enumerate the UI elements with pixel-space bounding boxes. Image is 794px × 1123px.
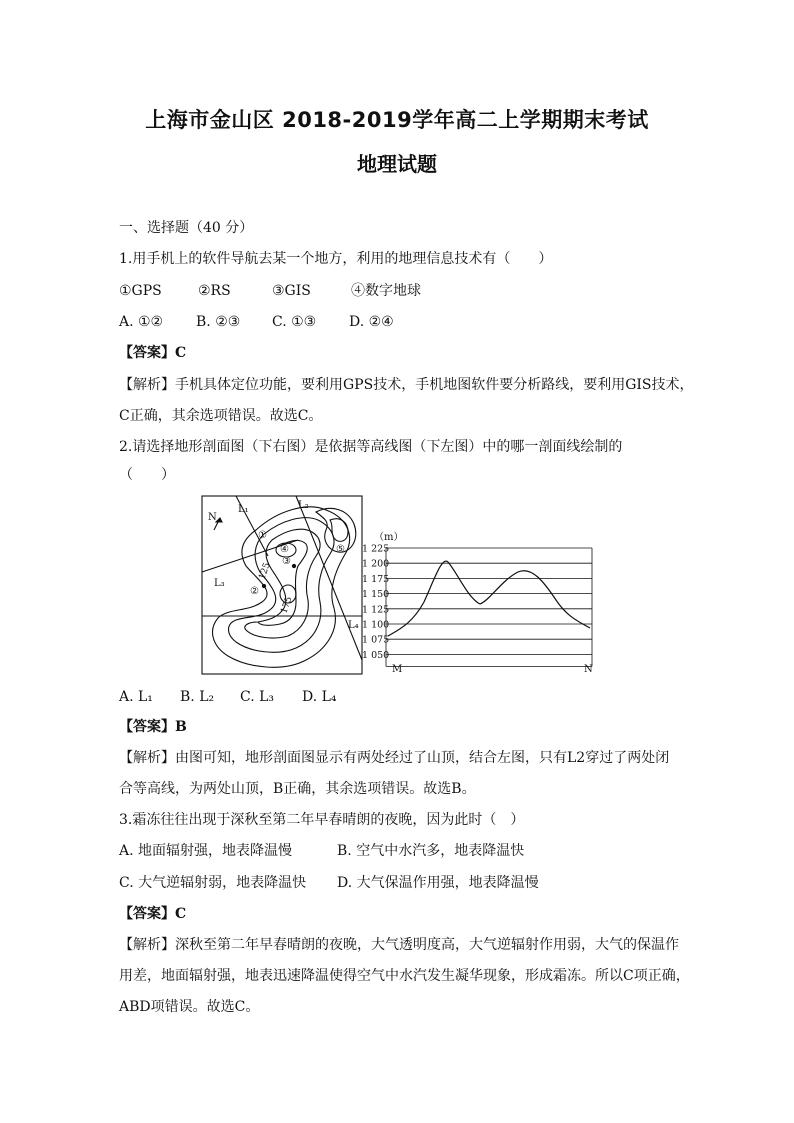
profile-curve: [388, 561, 590, 636]
label-l2: L₂: [298, 500, 309, 511]
q2-analysis-line2: 合等高线，为两处山顶，B正确，其余选项错误。故选B。: [119, 781, 476, 797]
point-dot-2: [262, 584, 265, 587]
profile-y-tick: 1 175: [362, 573, 390, 585]
profile-y-tick: 1 050: [362, 649, 390, 661]
q3-option-a: A. 地面辐射强，地表降温慢: [119, 843, 293, 859]
q1-analysis-line1: 【解析】手机具体定位功能，要利用GPS技术，手机地图软件要分析路线，要利用GIS技术，: [119, 377, 694, 393]
q2-option-d: D. L₄: [302, 689, 337, 705]
q3-option-c: C. 大气逆辐射弱，地表降温快: [119, 875, 307, 891]
q3-analysis-line3: ABD项错误。故选C。: [119, 999, 260, 1015]
q1-analysis-line2: C正确，其余选项错误。故选C。: [119, 408, 323, 424]
q3-answer: 【答案】C: [119, 906, 187, 922]
q1-option-b: B. ②③: [196, 314, 241, 330]
q2-option-b: B. L₂: [180, 689, 215, 705]
q1-item-2: ②RS: [198, 283, 231, 299]
q1-item-3: ③GIS: [272, 283, 311, 299]
point-4: ④: [280, 544, 289, 555]
profile-y-tick: 1 100: [362, 619, 390, 631]
point-3: ③: [282, 556, 291, 567]
q3-analysis-line1: 【解析】深秋至第二年早春晴朗的夜晚，大气透明度高，大气逆辐射作用弱，大气的保温作: [119, 937, 679, 953]
contour-label-125: 125: [257, 561, 273, 582]
profile-y-tick: 1 075: [362, 634, 390, 646]
contour-label-175: 175: [279, 595, 295, 616]
q2-stem-line1: 2.请选择地形剖面图（下右图）是依据等高线图（下左图）中的哪一剖面线绘制的: [119, 439, 623, 455]
point-dot-3: [292, 564, 295, 567]
contour-map: [202, 496, 362, 674]
contour-outer: [213, 507, 350, 667]
profile-x-end: N: [584, 664, 593, 675]
point-1: ①: [258, 530, 267, 541]
label-l1: L₁: [238, 504, 249, 515]
contour-east-inner: [330, 519, 348, 542]
point-5: ⑤: [336, 544, 345, 555]
profile-y-tick: 1 125: [362, 604, 390, 616]
q2-option-c: C. L₃: [240, 689, 275, 705]
q3-option-b: B. 空气中水汽多，地表降温快: [337, 843, 525, 859]
profile-y-tick: 1 225: [362, 543, 390, 555]
q2-figure: [198, 490, 606, 680]
label-l3: L₃: [214, 578, 225, 589]
q1-answer: 【答案】C: [119, 345, 187, 361]
profile-chart: [362, 531, 593, 675]
q3-analysis-line2: 用差，地面辐射强，地表迅速降温使得空气中水汽发生凝华现象，形成霜冻。所以C项正确，: [119, 968, 690, 984]
profile-x-start: M: [392, 664, 403, 675]
q1-stem: 1.用手机上的软件导航去某一个地方，利用的地理信息技术有（ ）: [119, 251, 553, 267]
q3-option-d: D. 大气保温作用强，地表降温慢: [337, 875, 539, 891]
point-2: ②: [250, 586, 259, 597]
label-l4: L₄: [348, 620, 359, 631]
q2-analysis-line1: 【解析】由图可知，地形剖面图显示有两处经过了山顶，结合左图，只有L2穿过了两处闭: [119, 750, 670, 766]
profile-y-tick: 1 200: [362, 558, 390, 570]
q3-stem: 3.霜冻往往出现于深秋至第二年早春晴朗的夜晚，因为此时（ ）: [119, 812, 525, 828]
exam-title: 上海市金山区 2018-2019学年高二上学期期末考试: [145, 108, 649, 132]
q1-item-1: ①GPS: [119, 283, 162, 299]
q2-option-a: A. L₁: [119, 689, 153, 705]
north-label: N: [208, 512, 217, 523]
q2-answer: 【答案】B: [119, 719, 187, 735]
profile-y-tick: 1 150: [362, 589, 390, 601]
q1-option-a: A. ①②: [119, 314, 164, 330]
q1-option-c: C. ①③: [272, 314, 317, 330]
exam-subtitle: 地理试题: [357, 152, 437, 176]
profile-unit: （m）: [374, 532, 404, 543]
section-heading: 一、选择题（40 分）: [119, 220, 254, 236]
north-arrow-head: [216, 518, 222, 522]
q1-item-4: ④数字地球: [351, 283, 421, 299]
q2-stem-line2: （ ）: [119, 467, 175, 483]
q1-option-d: D. ②④: [349, 314, 394, 330]
q2-figure-svg: [198, 490, 606, 680]
